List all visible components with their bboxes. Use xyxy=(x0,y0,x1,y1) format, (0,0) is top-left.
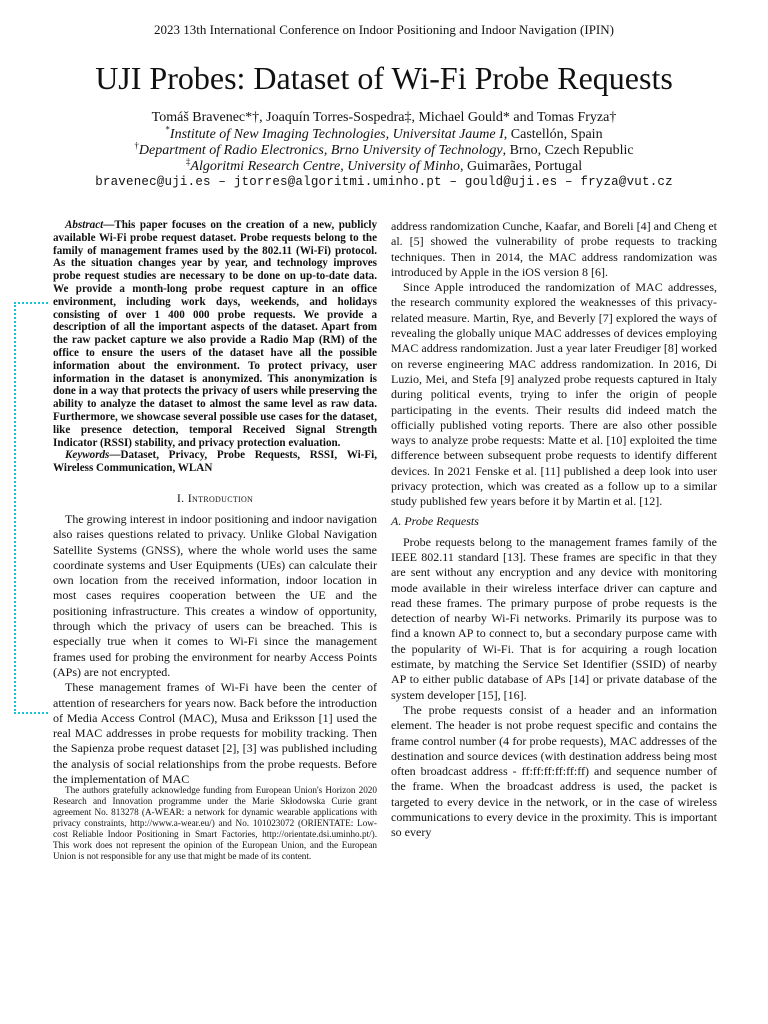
affiliation-mark: † xyxy=(134,140,139,151)
affiliation-institute: Algoritmi Research Centre, University of Minho xyxy=(190,159,460,174)
funding-footnote: The authors gratefully acknowledge funding from European Union's Horizon 2020 Research and Innovation programme under the Marie Skłodowska Curie grant agreement No. 813278 (A-WEAR: a network for dynamic wearable applications with privacy constraints, http://www.a-wear.eu/) and No. 101023072 (ORIENTATE: Low-cost Reliable Indoor Positioning in Smart Factories, http://orientate.dsi.uminho.pt/). This work does not represent the opinion of the European Union, and the European Union is not responsible for any use that might be made of its content. xyxy=(53,785,377,861)
affiliation-place: , Guimarães, Portugal xyxy=(460,159,583,174)
section-heading-introduction xyxy=(53,491,377,506)
author-list: Tomáš Bravenec*†, Joaquín Torres-Sospedra‡, Michael Gould* and Tomas Fryza† xyxy=(151,110,617,125)
affiliation-place: , Brno, Czech Republic xyxy=(502,143,634,158)
paper-title: UJI Probes: Dataset of Wi-Fi Probe Requests xyxy=(95,60,673,96)
keywords-text: —Dataset, Privacy, Probe Requests, RSSI, Wi-Fi, Wireless Communication, WLAN xyxy=(53,449,377,475)
left-column xyxy=(53,219,377,787)
right-paragraph-2: Since Apple introduced the randomization of MAC addresses, the research community explored the weaknesses of this privacy-related measure. Martin, Rye, and Beverly [7] explored the ways of revealing the globally unique MAC addresses of devices employing MAC address randomization. Just a year later Freudiger [8] worked on reverse engineering MAC address randomization. In 2016, Di Luzio, Mei, and Stefa [9] analyzed probe requests captured in Italy during political events, trying to infer the origin of people participating in the events. Their results did indeed match the officially published voting reports. There are also other possible ways to analyze probe requests: Matte et al. [10] exploited the time difference between subsequent probe requests to identify different devices. In 2021 Fenske et al. [11] published a deep look into user privacy protection, which was created as a follow up to a similar study published few years before it by Martin et al. [12]. xyxy=(391,280,717,509)
affiliation-2 xyxy=(0,140,768,159)
subsection-heading-probe-requests: A. Probe Requests xyxy=(391,513,479,528)
abstract xyxy=(53,219,377,449)
abstract-text: —This paper focuses on the creation of a new, publicly available Wi-Fi probe request dataset. Probe requests belong to the family of management frames used by the 802.11 (Wi-Fi) protocol. As the situation changes year by year, and technology improves probe request studies are necessary to be done on up-to-date data. We provide a month-long probe request capture in an office environment, including work days, weekends, and holidays consisting of over 1 400 000 probe requests. We provide a description of all the important aspects of the dataset. Apart from the raw packet capture we also provide a Radio Map (RM) of the office to ensure the users of the dataset have all the possible information about the environment. To protect privacy, user information in the dataset is anonymized. This anonymization is done in a way that protects the privacy of users while preserving the ability to analyze the dataset to almost the same level as raw data. Furthermore, we showcase several possible use cases for the dataset, like presence detection, temporal Received Signal Strength Indicator (RSSI) stability, and privacy protection evaluation. xyxy=(53,219,377,449)
intro-paragraph-2: These management frames of Wi-Fi have been the center of attention of researchers for years now. Back before the introduction of Media Access Control (MAC), Musa and Eriksson [1] used the real MAC addresses in probe requests for mobility tracking. Then the Sapienza probe request dataset [2], [3] was published including the analysis of social relationships from the probe requests. Before the implementation of MAC xyxy=(53,680,377,786)
conference-header: 2023 13th International Conference on Indoor Positioning and Indoor Navigation (IPIN) xyxy=(154,22,614,37)
keywords xyxy=(53,449,377,475)
affiliation-1 xyxy=(0,124,768,143)
section-title: Introduction xyxy=(187,490,254,505)
affiliation-mark: ‡ xyxy=(185,156,191,167)
affiliation-3 xyxy=(0,156,768,175)
right-column xyxy=(391,219,717,841)
intro-paragraph-1: The growing interest in indoor positioning and indoor navigation also raises questions related to privacy. Unlike Global Navigation Satellite Systems (GNSS), where the whole world uses the same coordinate systems and User Equipments (UEs) can calculate their own location from the received information, indoor location in most cases requires cooperation between the UE and the positioning infrastructure. This creates a window of opportunity, through which the privacy of users can be breached. This is especially true when it comes to Wi-Fi since the management frames used for probing the environment for nearby Access Points (APs) are not encrypted. xyxy=(53,511,377,679)
author-emails: bravenec@uji.es – jtorres@algoritmi.uminho.pt – gould@uji.es – fryza@vut.cz xyxy=(95,175,673,189)
affiliation-place: , Castellón, Spain xyxy=(503,127,603,142)
abstract-lead: Abstract xyxy=(65,219,104,231)
right-paragraph-3: Probe requests belong to the management frames family of the IEEE 802.11 standard [13]. These frames are specific in that they are sent without any encryption and any device with monitoring mode available in their wireless interface driver can capture and read these frames. The primary purpose of probe requests is the detection of nearby Wi-Fi networks. Primarily its purpose was to find a known AP to connect to, but a secondary purpose came with the popularity of Wi-Fi. That is for acquiring a rough location estimate, by matching the Service Set Identifier (SSID) of nearby AP to either public database of APs [14] or private database of the system developer [15], [16]. xyxy=(391,534,717,702)
right-paragraph-1: address randomization Cunche, Kaafar, and Boreli [4] and Cheng et al. [5] showed the vulnerability of probe requests to tracking techniques. Then in 2014, the MAC address randomization was introduced by Apple in the iOS version 8 [6]. xyxy=(391,219,717,279)
keywords-lead: Keywords xyxy=(65,449,110,462)
selection-bracket[interactable] xyxy=(14,302,48,714)
affiliation-institute: Department of Radio Electronics, Brno University of Technology xyxy=(138,143,503,158)
affiliation-institute: Institute of New Imaging Technologies, Universitat Jaume I xyxy=(169,127,504,142)
right-paragraph-4: The probe requests consist of a header and an information element. The header is not probe request specific and contains the frame control number (4 for probe requests), MAC addresses of the destination and source devices (with destination address being most often broadcast address - ff:ff:ff:ff:ff:ff) and sequence number of the frame. When the broadcast address is used, the packet is targeted to every device in the network, or in the case of wireless communications to every device in the proximity. This is important so every xyxy=(391,702,717,840)
affiliation-mark: * xyxy=(165,124,170,135)
section-number: I. xyxy=(176,490,188,505)
